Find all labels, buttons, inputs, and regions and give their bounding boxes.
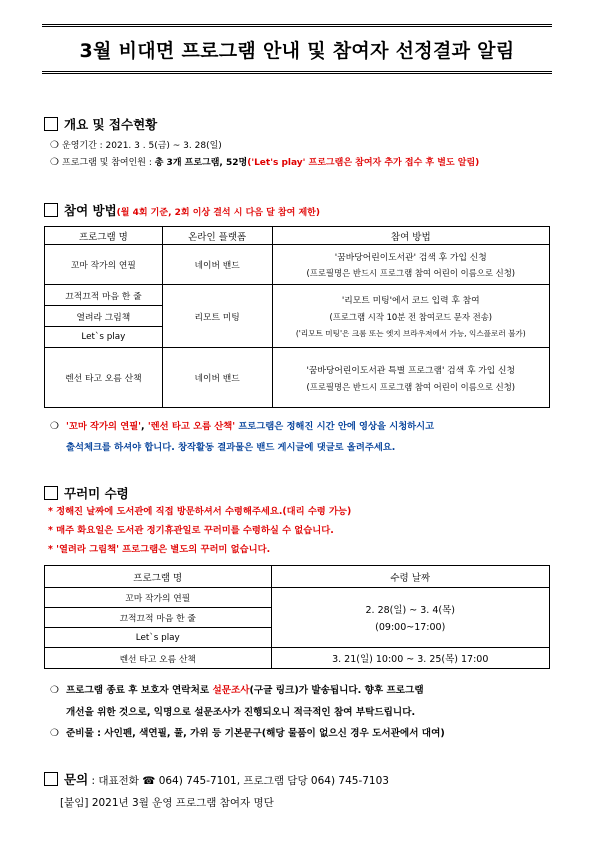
overview-heading: 개요 및 접수현황 bbox=[44, 115, 157, 133]
checkbox-icon bbox=[44, 772, 58, 786]
pickup-note: * 매주 화요일은 도서관 정기휴관일로 꾸러미를 수령하실 수 없습니다. bbox=[48, 525, 334, 536]
participation-table bbox=[44, 226, 550, 408]
checkbox-icon bbox=[44, 117, 58, 131]
count-line: ❍ 프로그램 및 참여인원 : 총 3개 프로그램, 52명('Let's play' 프로그램은 참여자 추가 접수 후 별도 알림) bbox=[50, 157, 480, 168]
table-header: 프로그램 명 bbox=[45, 566, 272, 588]
table-header: 프로그램 명 bbox=[45, 227, 163, 245]
period-line: ❍ 운영기간 : 2021. 3 . 5(금) ~ 3. 28(일) bbox=[50, 140, 222, 151]
table-header: 온라인 플랫폼 bbox=[162, 227, 272, 245]
attachment-line: [붙임] 2021년 3월 운영 프로그램 참여자 명단 bbox=[60, 797, 274, 809]
table-row: Let`s play bbox=[45, 628, 550, 648]
participation-heading: 참여 방법(월 4회 기준, 2회 이상 결석 시 다음 달 참여 제한) bbox=[44, 201, 320, 219]
circle-bullet-icon: ❍ bbox=[50, 157, 59, 168]
checkbox-icon bbox=[44, 203, 58, 217]
pickup-heading: 꾸러미 수령 bbox=[44, 484, 129, 502]
table-row: 렌선 타고 오름 산책 3. 21(일) 10:00 ~ 3. 25(목) 17:00 bbox=[45, 648, 550, 669]
participation-note: ❍ '꼬마 작가의 연필', '렌선 타고 오름 산책' 프로그램은 정해진 시간 안에 영상을 시청하시고 bbox=[50, 417, 555, 436]
table-row: Let`s play bbox=[45, 327, 550, 348]
table-header: 수령 날짜 bbox=[271, 566, 550, 588]
table-row: 끄적끄적 마음 한 줄 bbox=[45, 608, 550, 628]
table-row: 꼬마 작가의 연필 네이버 밴드 '꿈바당어린이도서관' 검색 후 가입 신청 (프로필명은 반드시 프로그램 참여 어린이 이름으로 신청) bbox=[45, 245, 550, 285]
circle-bullet-icon: ❍ bbox=[50, 685, 59, 696]
participation-note-line2: 출석체크를 하셔야 합니다. 창작활동 결과물은 밴드 게시글에 댓글로 올려주세요. bbox=[66, 442, 396, 453]
table-header: 참여 방법 bbox=[272, 227, 549, 245]
table-row: 꼬마 작가의 연필 2. 28(일) ~ 3. 4(목) (09:00~17:00) bbox=[45, 588, 550, 608]
supplies-note: ❍ 준비물 : 사인펜, 색연필, 풀, 가위 등 기본문구(해당 물품이 없으신 경우 도서관에서 대여) bbox=[50, 723, 445, 745]
table-row: 열려라 그림책 bbox=[45, 306, 550, 327]
table-row: 끄적끄적 마음 한 줄 리모트 미팅 '리모트 미팅'에서 코드 입력 후 참여 (프로그램 시작 10분 전 참여코드 문자 전송) ('리모트 미팅'은 크롬 또는 엣지 브라우저에서 가능, 익스플로러 불가) bbox=[45, 285, 550, 306]
page-title: 3월 비대면 프로그램 안내 및 참여자 선정결과 알림 bbox=[79, 39, 515, 62]
contact-line: 문의 : 대표전화 ☎ 064) 745-7101, 프로그램 담당 064) 745-7103 bbox=[44, 770, 389, 788]
title-bar bbox=[42, 24, 552, 74]
circle-bullet-icon: ❍ bbox=[50, 728, 59, 739]
survey-note: ❍ 프로그램 종료 후 보호자 연락처로 설문조사(구글 링크)가 발송됩니다. 향후 프로그램 bbox=[50, 680, 424, 702]
pickup-note: * '열려라 그림책' 프로그램은 별도의 꾸러미 없습니다. bbox=[48, 544, 271, 555]
table-row: 렌선 타고 오름 산책 네이버 밴드 '꿈바당어린이도서관 특별 프로그램' 검색 후 가입 신청 (프로필명은 반드시 프로그램 참여 어린이 이름으로 신청) bbox=[45, 348, 550, 408]
pickup-table bbox=[44, 565, 550, 669]
checkbox-icon bbox=[44, 486, 58, 500]
circle-bullet-icon: ❍ bbox=[50, 140, 59, 151]
survey-note-line2: 개선을 위한 것으로, 익명으로 설문조사가 진행되오니 적극적인 참여 부탁드립니다. bbox=[66, 707, 416, 718]
pickup-note: * 정해진 날짜에 도서관에 직접 방문하셔서 수령해주세요.(대리 수령 가능) bbox=[48, 506, 352, 517]
circle-bullet-icon: ❍ bbox=[50, 421, 59, 432]
